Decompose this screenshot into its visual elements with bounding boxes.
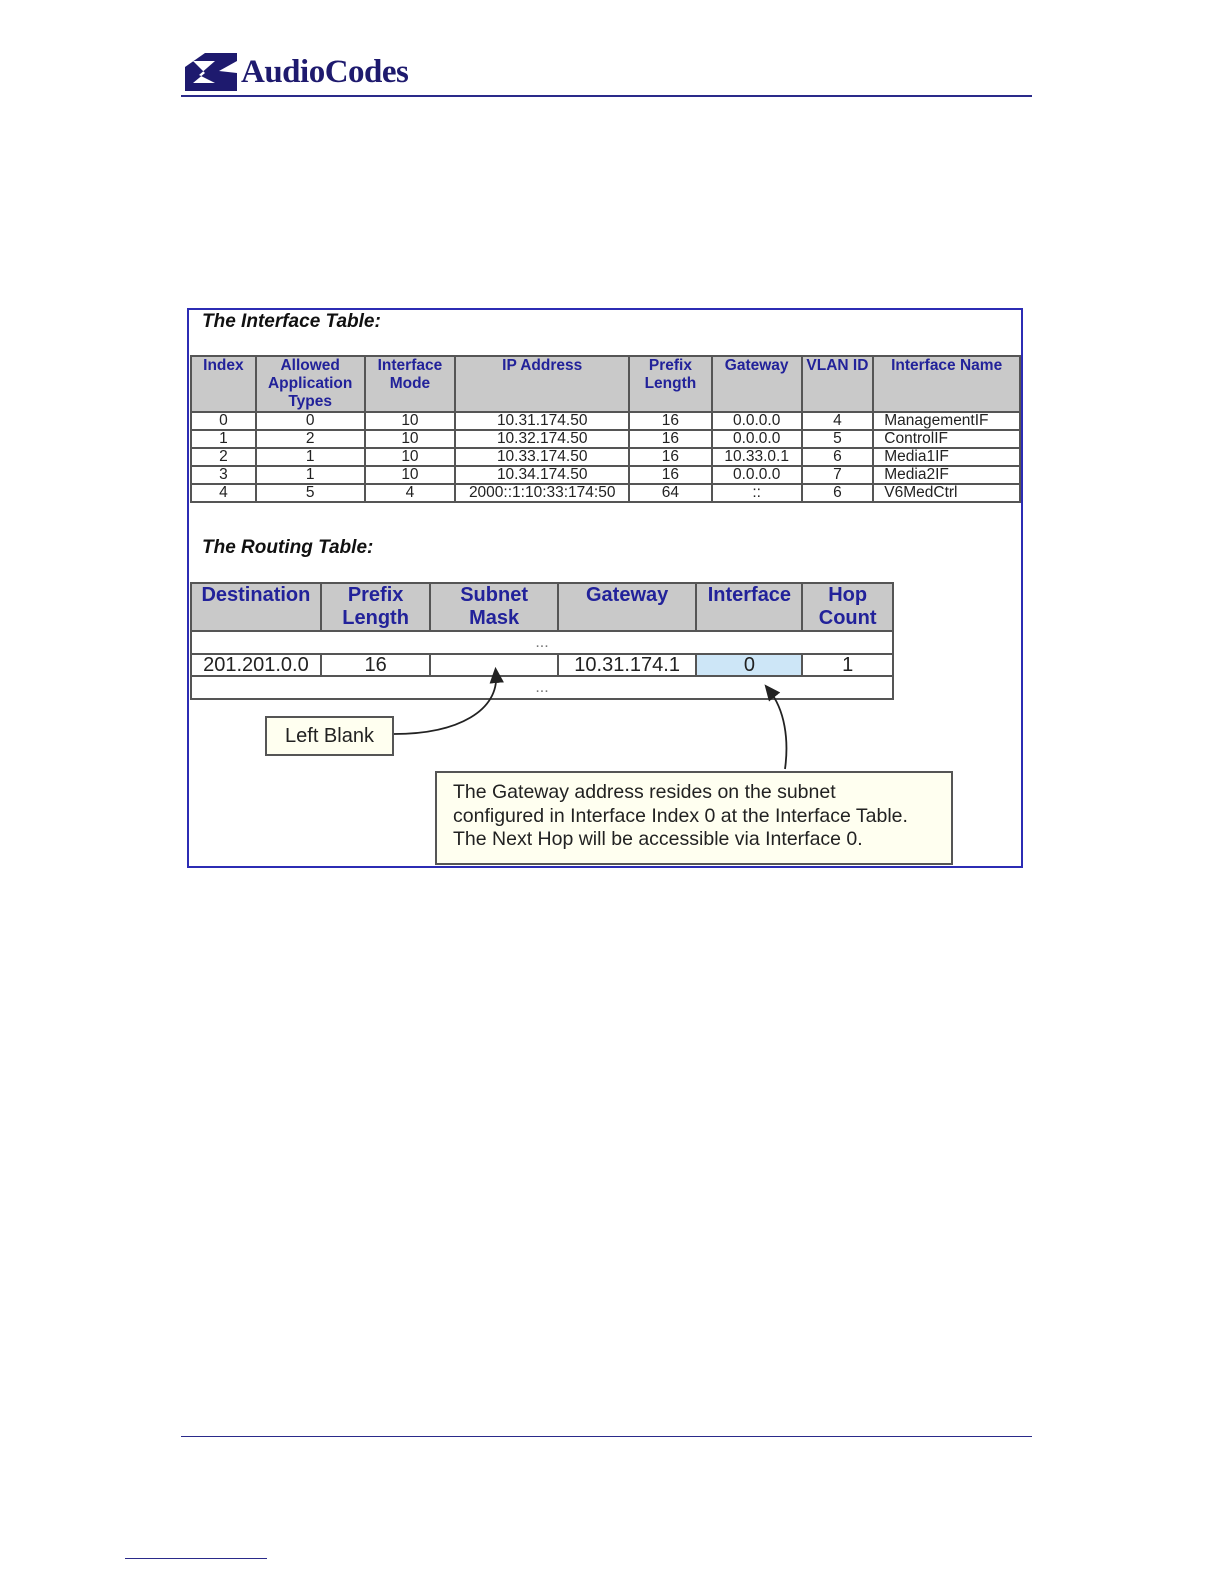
table-cell: 6	[802, 448, 874, 466]
table-cell: 2000::1:10:33:174:50	[455, 484, 629, 502]
header-rule	[181, 95, 1032, 97]
left-blank-arrow	[394, 674, 496, 734]
table-cell: 10	[365, 412, 456, 430]
table-cell: Media1IF	[873, 448, 1020, 466]
table-cell: 6	[802, 484, 874, 502]
column-header: Gateway	[712, 356, 802, 412]
table-cell: 5	[802, 430, 874, 448]
table-cell: 2	[191, 448, 256, 466]
table-cell: 16	[629, 412, 712, 430]
ellipsis: ...	[191, 676, 893, 699]
column-header: Interface Name	[873, 356, 1020, 412]
audiocodes-logo	[185, 52, 408, 92]
table-cell: 0	[256, 412, 365, 430]
left-blank-callout: Left Blank	[265, 716, 394, 756]
column-header: Prefix Length	[629, 356, 712, 412]
table-cell: ManagementIF	[873, 412, 1020, 430]
table-cell: 0.0.0.0	[712, 466, 802, 484]
prefix-length-cell: 16	[321, 654, 431, 676]
destination-cell: 201.201.0.0	[191, 654, 321, 676]
gateway-note-arrow	[769, 690, 786, 769]
routing-table-title: The Routing Table:	[202, 537, 374, 558]
table-cell: 16	[629, 466, 712, 484]
interface-cell: 0	[696, 654, 802, 676]
gateway-note-callout	[435, 771, 953, 865]
audiocodes-logo-icon	[185, 53, 237, 91]
table-cell: 1	[256, 466, 365, 484]
table-cell: 16	[629, 430, 712, 448]
table-cell: 10	[365, 448, 456, 466]
column-header: Index	[191, 356, 256, 412]
column-header: Subnet Mask	[430, 583, 557, 631]
table-cell: V6MedCtrl	[873, 484, 1020, 502]
callout-line: The Gateway address resides on the subnet	[453, 781, 836, 803]
column-header: VLAN ID	[802, 356, 874, 412]
table-cell: 10	[365, 430, 456, 448]
column-header: Allowed Application Types	[256, 356, 365, 412]
interface-table-title: The Interface Table:	[202, 311, 381, 332]
table-cell: 4	[802, 412, 874, 430]
table-cell: 3	[191, 466, 256, 484]
table-cell: 0.0.0.0	[712, 430, 802, 448]
table-cell: 1	[191, 430, 256, 448]
column-header: Interface	[696, 583, 802, 631]
table-cell: 0.0.0.0	[712, 412, 802, 430]
table-cell: 10.33.0.1	[712, 448, 802, 466]
table-cell: 64	[629, 484, 712, 502]
column-header: Interface Mode	[365, 356, 456, 412]
table-cell: Media2IF	[873, 466, 1020, 484]
table-cell: 7	[802, 466, 874, 484]
ellipsis: ...	[191, 631, 893, 654]
table-cell: 16	[629, 448, 712, 466]
table-cell: 10.32.174.50	[455, 430, 629, 448]
callout-line: The Next Hop will be accessible via Interface 0.	[453, 828, 863, 850]
table-cell: 4	[365, 484, 456, 502]
column-header: Hop Count	[802, 583, 893, 631]
callout-line: configured in Interface Index 0 at the Interface Table.	[453, 804, 908, 827]
column-header: Destination	[191, 583, 321, 631]
table-cell: 10.33.174.50	[455, 448, 629, 466]
table-cell: 0	[191, 412, 256, 430]
column-header: Prefix Length	[321, 583, 431, 631]
column-header: IP Address	[455, 356, 629, 412]
table-cell: 4	[191, 484, 256, 502]
table-cell: ::	[712, 484, 802, 502]
table-cell: 5	[256, 484, 365, 502]
footnote-rule	[125, 1558, 267, 1559]
table-cell: 10	[365, 466, 456, 484]
brand-name: AudioCodes	[241, 53, 409, 90]
gateway-cell: 10.31.174.1	[558, 654, 697, 676]
table-cell: 1	[256, 448, 365, 466]
network-figure	[187, 308, 1023, 868]
table-cell: 10.34.174.50	[455, 466, 629, 484]
table-cell: 2	[256, 430, 365, 448]
hop-count-cell: 1	[802, 654, 893, 676]
table-cell: ControlIF	[873, 430, 1020, 448]
table-cell: 10.31.174.50	[455, 412, 629, 430]
footer-rule	[181, 1436, 1032, 1437]
column-header: Gateway	[558, 583, 697, 631]
